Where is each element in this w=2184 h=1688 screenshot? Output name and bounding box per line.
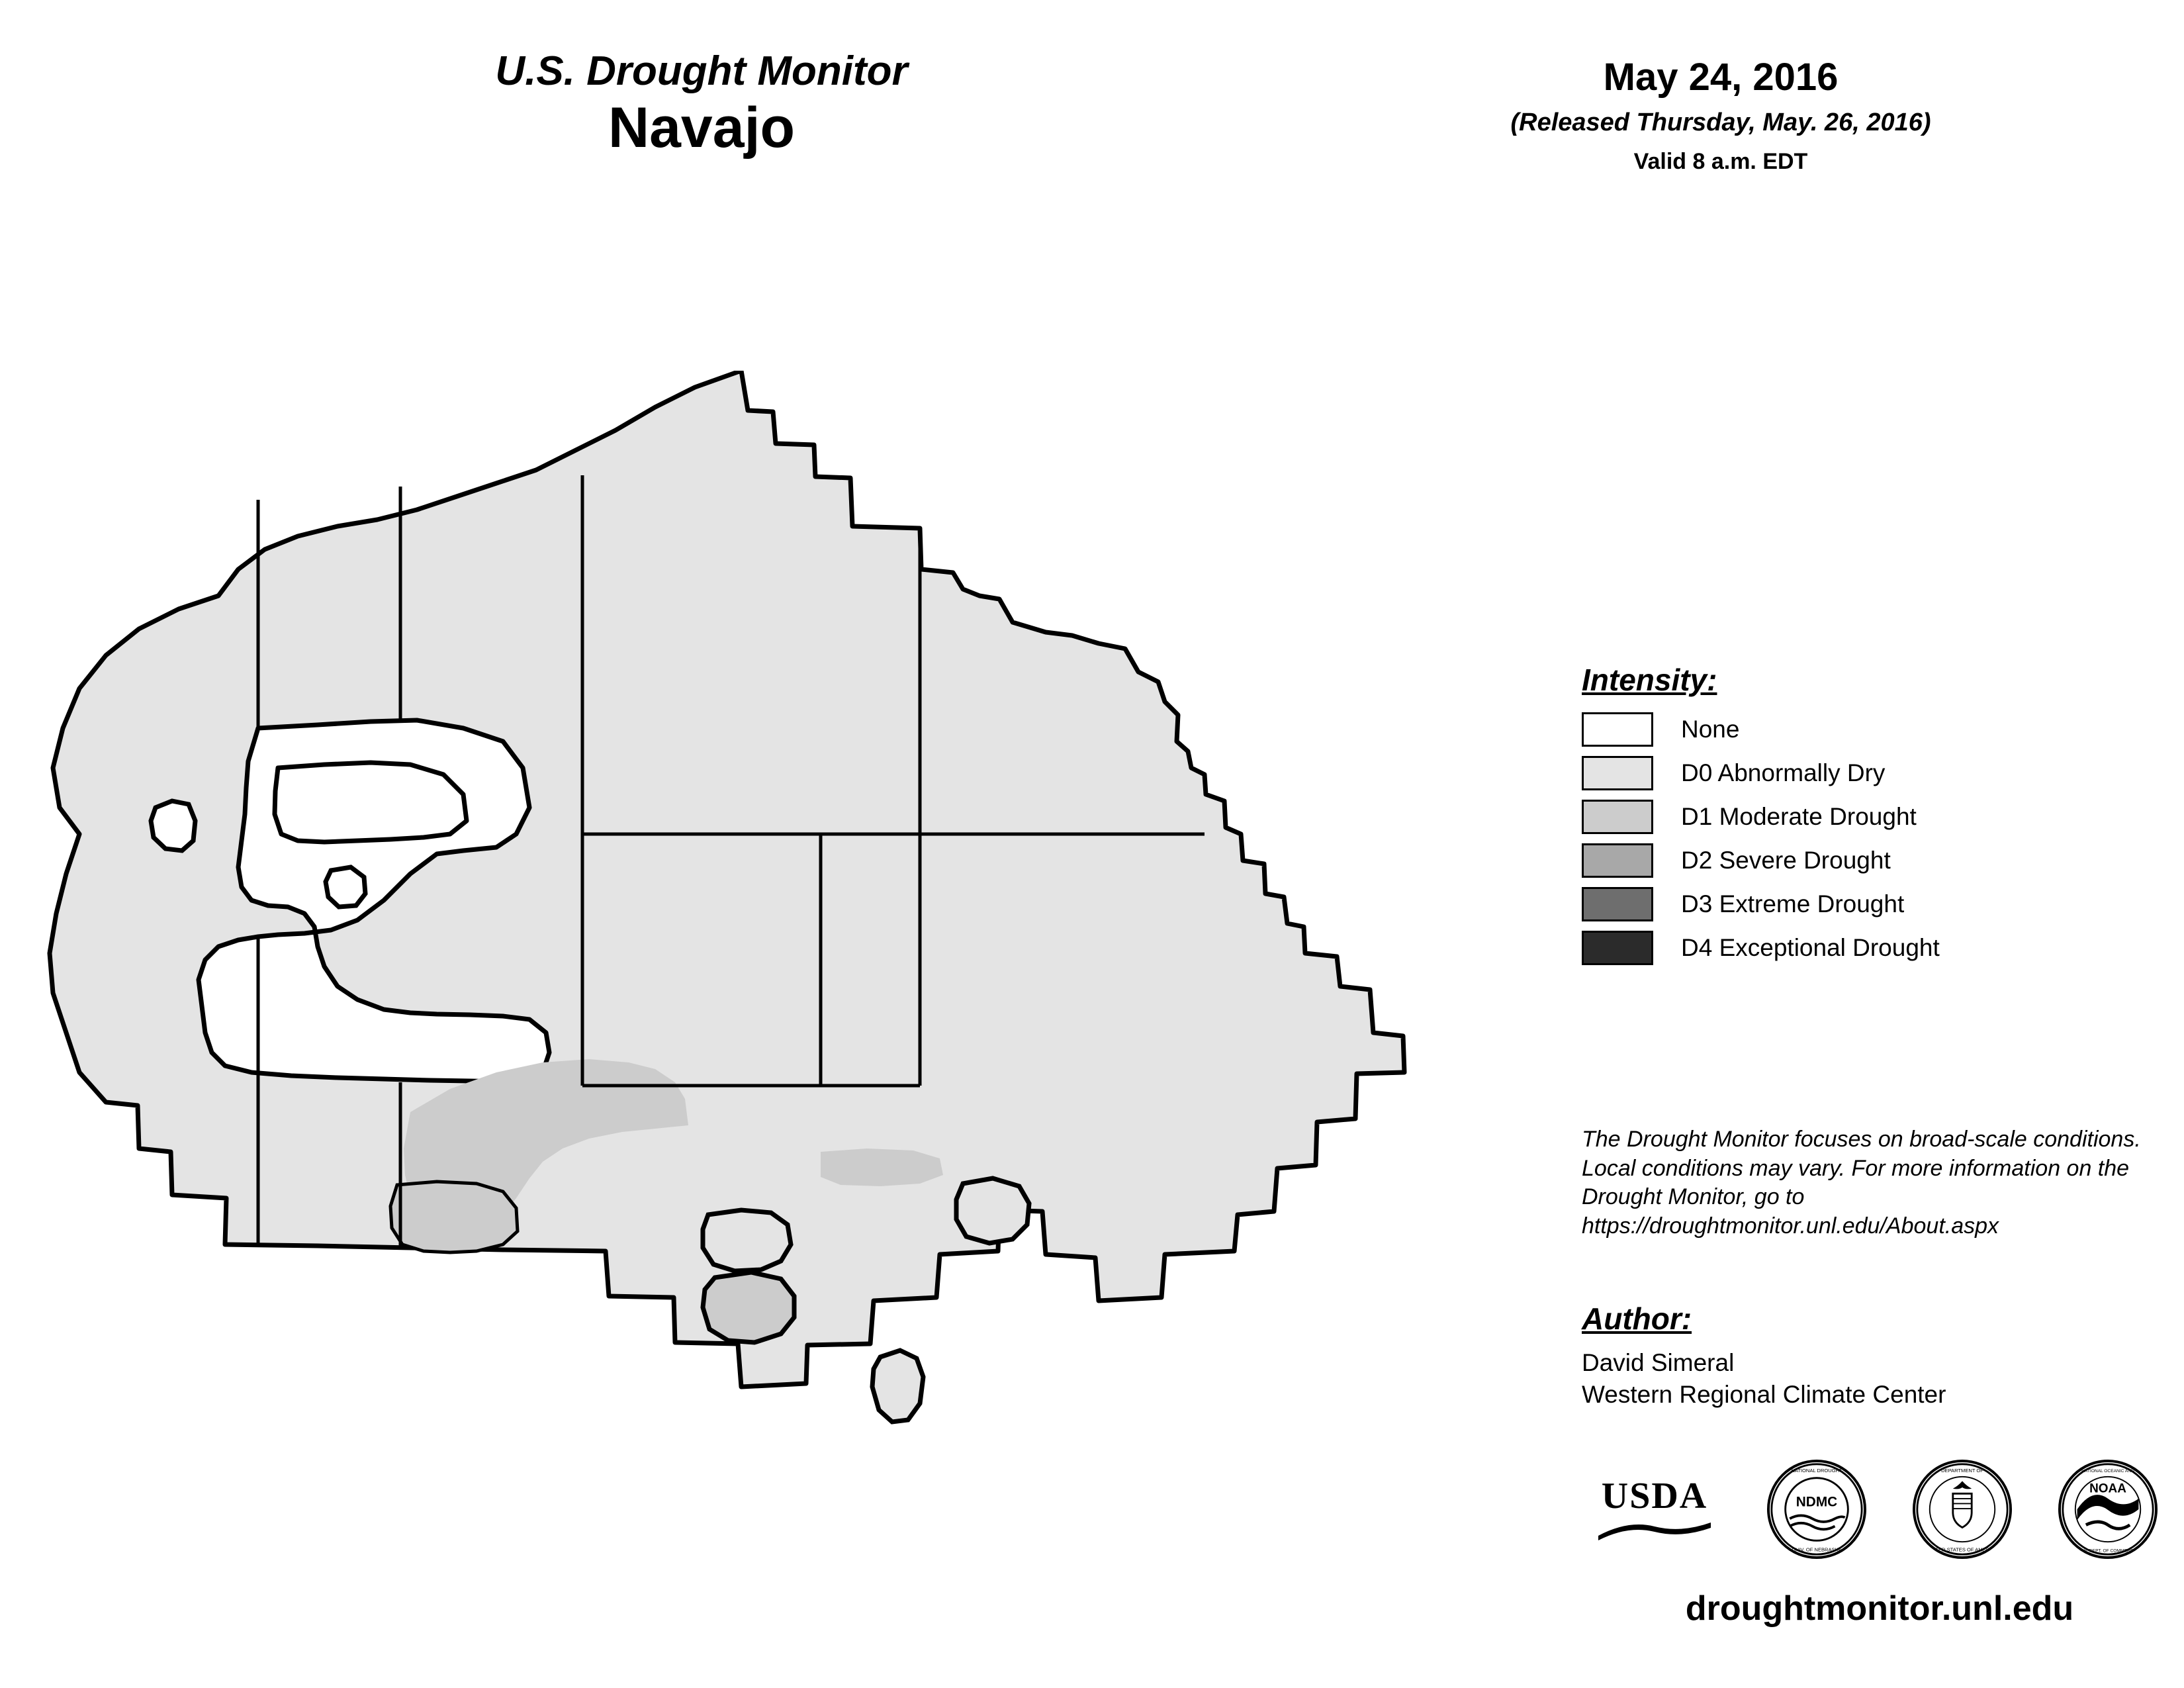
noaa-logo-icon <box>2061 1460 2155 1559</box>
svg-text:UNITED STATES OF AMERICA: UNITED STATES OF AMERICA <box>1927 1546 1998 1553</box>
legend-label-d0: D0 Abnormally Dry <box>1681 759 1886 786</box>
legend-item-d4 <box>1582 931 2071 965</box>
legend-item-none <box>1582 712 2071 747</box>
legend-swatch-none <box>1582 712 1653 747</box>
legend-swatch-d4 <box>1582 931 1653 965</box>
legend-label-none: None <box>1681 716 1740 743</box>
legend <box>1582 662 2071 974</box>
svg-text:NATIONAL DROUGHT: NATIONAL DROUGHT <box>1791 1468 1843 1474</box>
svg-text:NDMC: NDMC <box>1796 1494 1838 1510</box>
map-date-block <box>1423 56 2019 175</box>
legend-swatch-d2 <box>1582 843 1653 878</box>
usdc-logo-icon <box>1915 1460 2009 1559</box>
usda-swoosh-icon <box>1598 1519 1711 1541</box>
author-block <box>1582 1301 2177 1411</box>
logo-row <box>1588 1453 2158 1566</box>
ndmc-logo-icon <box>1770 1460 1864 1559</box>
legend-item-d0 <box>1582 756 2071 790</box>
legend-label-d3: D3 Extreme Drought <box>1681 890 1905 917</box>
page-title-primary: U.S. Drought Monitor <box>495 48 908 94</box>
noaa-logo <box>2058 1460 2158 1559</box>
legend-item-d3 <box>1582 887 2071 921</box>
ndmc-logo <box>1767 1460 1866 1559</box>
legend-item-d2 <box>1582 843 2071 878</box>
author-affiliation: Western Regional Climate Center <box>1582 1381 1946 1409</box>
legend-item-d1 <box>1582 800 2071 834</box>
author-name: David Simeral <box>1582 1349 1735 1376</box>
map-d1-east <box>821 1149 943 1186</box>
valid-time: Valid 8 a.m. EDT <box>1633 149 1808 175</box>
svg-text:NOAA: NOAA <box>2089 1481 2126 1496</box>
legend-swatch-d1 <box>1582 800 1653 834</box>
map-title-block <box>371 50 1032 164</box>
legend-label-d2: D2 Severe Drought <box>1681 847 1891 874</box>
release-date: (Released Thursday, May. 26, 2016) <box>1510 108 1931 136</box>
page-title-region: Navajo <box>608 96 796 160</box>
usda-logo-text: USDA <box>1601 1476 1708 1517</box>
svg-text:DEPARTMENT OF: DEPARTMENT OF <box>1941 1468 1983 1474</box>
disclaimer-text: The Drought Monitor focuses on broad-scale conditions. Local conditions may vary. For more information on the Drought Monitor, go to https://droughtmonitor.unl.edu/About.aspx <box>1582 1127 2141 1239</box>
legend-label-d1: D1 Moderate Drought <box>1681 803 1917 830</box>
legend-swatch-d0 <box>1582 756 1653 790</box>
usda-logo <box>1588 1460 1721 1559</box>
drought-map <box>40 371 1516 1562</box>
footer-url[interactable]: droughtmonitor.unl.edu <box>1685 1589 2074 1628</box>
svg-text:U.S. DEPT. OF COMMERCE: U.S. DEPT. OF COMMERCE <box>2079 1548 2136 1554</box>
legend-label-d4: D4 Exceptional Drought <box>1681 934 1940 961</box>
svg-text:NATIONAL OCEANIC AND: NATIONAL OCEANIC AND <box>2081 1469 2134 1474</box>
legend-title: Intensity: <box>1582 663 1717 697</box>
valid-date: May 24, 2016 <box>1603 56 1839 99</box>
legend-swatch-d3 <box>1582 887 1653 921</box>
svg-text:UNIV. OF NEBRASKA: UNIV. OF NEBRASKA <box>1792 1546 1842 1553</box>
usdc-logo <box>1913 1460 2012 1559</box>
author-heading: Author: <box>1582 1301 1692 1336</box>
